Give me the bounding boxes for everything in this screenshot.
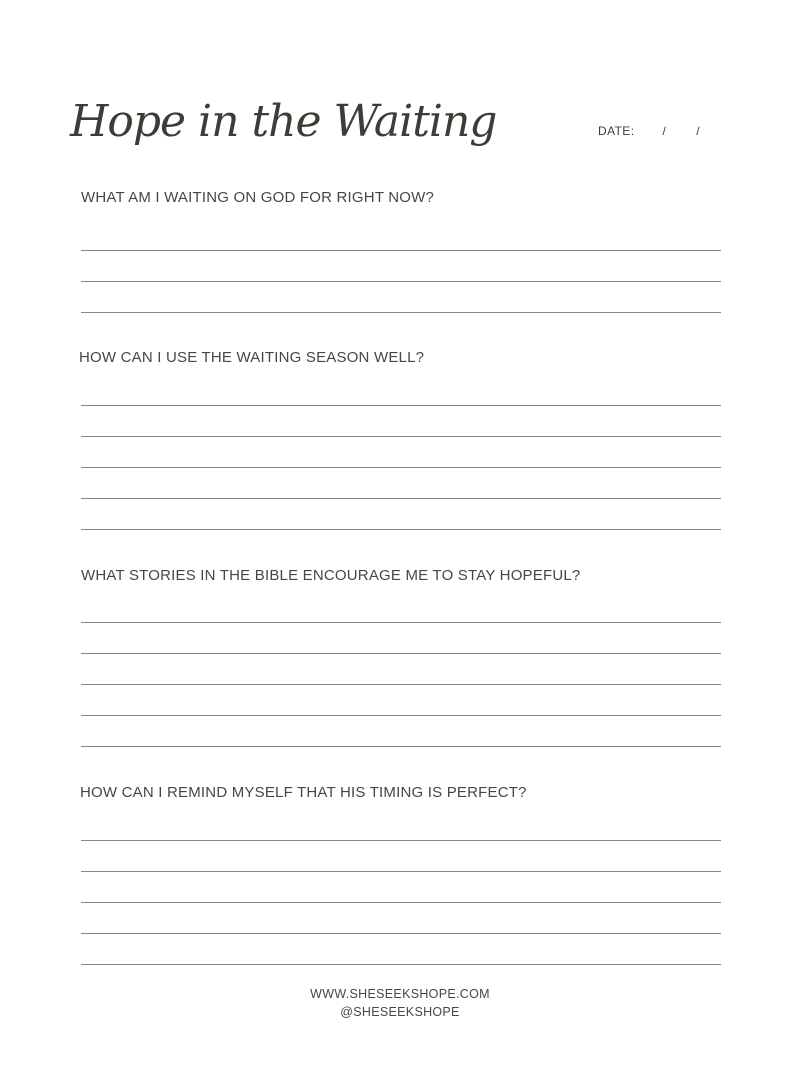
answer-line[interactable] [81,498,721,499]
answer-line[interactable] [81,653,721,654]
footer-website: WWW.SHESEEKSHOPE.COM [310,987,490,1001]
date-label: DATE: [598,124,635,138]
answer-line[interactable] [81,250,721,251]
question-2: HOW CAN I USE THE WAITING SEASON WELL? [79,349,425,366]
answer-line[interactable] [81,405,721,406]
answer-line[interactable] [81,933,721,934]
question-3: WHAT STORIES IN THE BIBLE ENCOURAGE ME TO STAY HOPEFUL? [81,567,581,584]
answer-line[interactable] [81,622,721,623]
question-1: WHAT AM I WAITING ON GOD FOR RIGHT NOW? [81,189,435,206]
answer-line[interactable] [81,312,721,313]
answer-line[interactable] [81,902,721,903]
date-field [598,124,700,138]
answer-line[interactable] [81,684,721,685]
answer-line[interactable] [81,871,721,872]
answer-line[interactable] [81,840,721,841]
date-separator: / [662,124,667,138]
footer-handle: @SHESEEKSHOPE [340,1005,460,1019]
page-title: Hope in the Waiting [70,96,497,147]
answer-line[interactable] [81,281,721,282]
question-4: HOW CAN I REMIND MYSELF THAT HIS TIMING IS PERFECT? [80,784,527,801]
answer-line[interactable] [81,436,721,437]
answer-line[interactable] [81,715,721,716]
answer-line[interactable] [81,529,721,530]
answer-line[interactable] [81,746,721,747]
answer-line[interactable] [81,964,721,965]
date-separator: / [696,124,700,138]
answer-line[interactable] [81,467,721,468]
